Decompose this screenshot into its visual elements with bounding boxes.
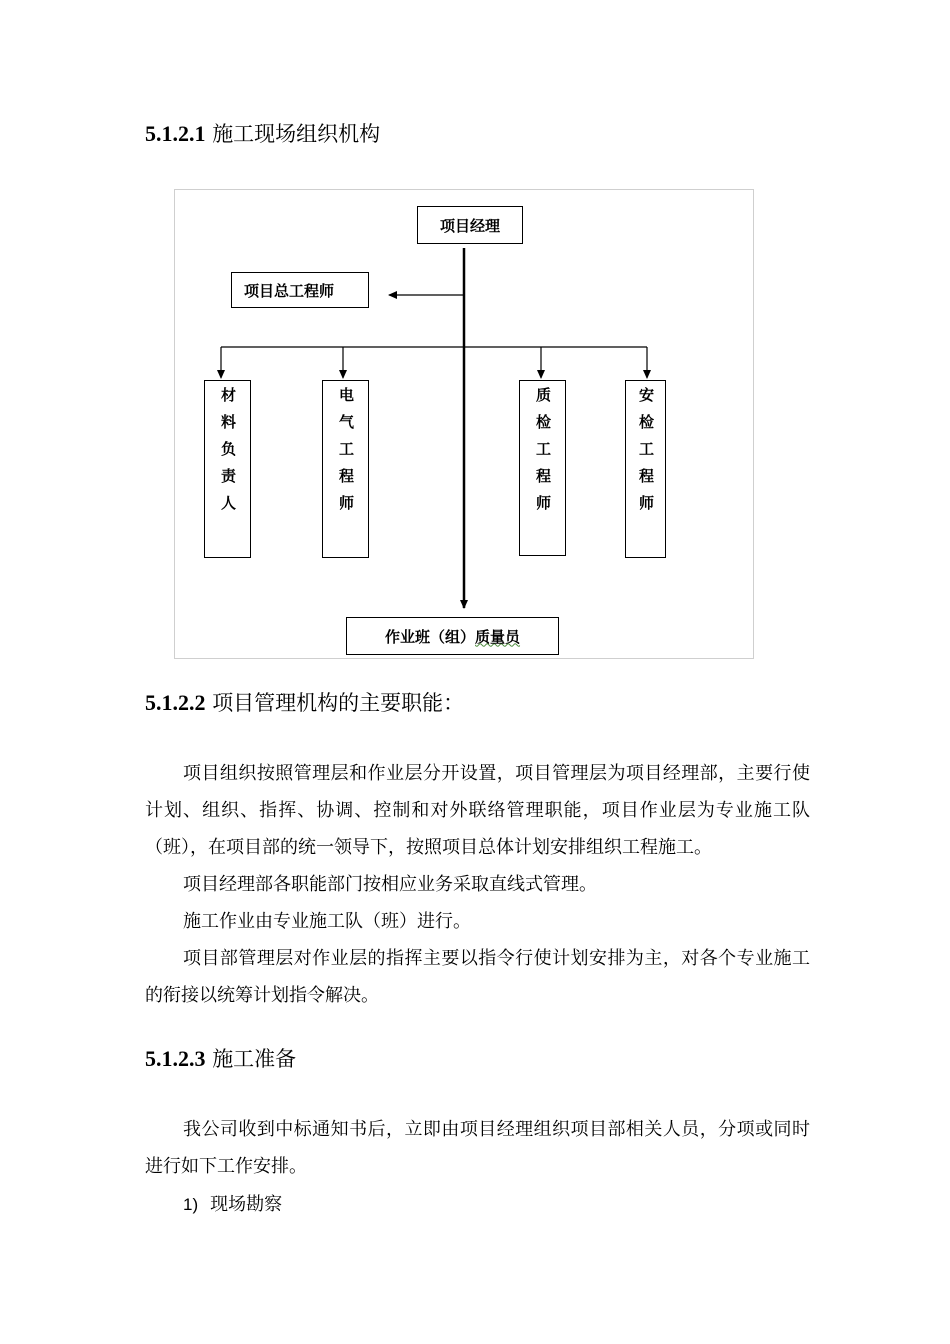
paragraph: 项目部管理层对作业层的指挥主要以指令行使计划安排为主，对各个专业施工的衔接以统筹计划指令解决。 xyxy=(145,948,810,1006)
node-work-team xyxy=(346,617,559,655)
node-quality-engineer xyxy=(519,380,566,556)
paragraph: 项目经理部各职能部门按相应业务采取直线式管理。 xyxy=(183,874,597,895)
node-quality-engineer-label: 质检工程师 xyxy=(534,387,552,522)
node-work-team-prefix: 作业班（组） xyxy=(384,627,475,646)
org-chart xyxy=(174,189,754,659)
paragraph: 施工作业由专业施工队（班）进行。 xyxy=(183,911,471,932)
node-safety-engineer-label: 安检工程师 xyxy=(637,387,655,522)
section-title: 施工准备 xyxy=(212,1047,297,1071)
list-item xyxy=(183,1191,282,1219)
node-electrical-engineer xyxy=(322,380,369,558)
org-chart-connectors xyxy=(175,190,755,660)
node-electrical-engineer-label: 电气工程师 xyxy=(337,387,355,522)
section-title: 施工现场组织机构 xyxy=(212,122,381,146)
paragraph: 我公司收到中标通知书后，立即由项目经理组织项目部相关人员，分项或同时进行如下工作安排。 xyxy=(145,1119,810,1177)
node-work-team-suffix: 质量员 xyxy=(475,627,521,646)
paragraph: 项目组织按照管理层和作业层分开设置，项目管理层为项目经理部，主要行使计划、组织、指挥、协调、控制和对外联络管理职能，项目作业层为专业施工队（班），在项目部的统一领导下，按照项目总体计划安排组织工程施工。 xyxy=(145,763,810,858)
section-heading-1 xyxy=(145,120,380,148)
section-title: 项目管理机构的主要职能： xyxy=(212,691,465,715)
list-item-text: 现场勘察 xyxy=(210,1194,283,1215)
list-marker: 1) xyxy=(183,1195,199,1214)
node-project-manager: 项目经理 xyxy=(417,206,523,244)
node-material-lead xyxy=(204,380,251,558)
node-chief-engineer: 项目总工程师 xyxy=(231,272,369,308)
section-heading-2 xyxy=(145,689,464,717)
section-heading-3 xyxy=(145,1045,296,1073)
section-number: 5.1.2.2 xyxy=(145,690,206,715)
section-number: 5.1.2.1 xyxy=(145,121,206,146)
section-number: 5.1.2.3 xyxy=(145,1046,206,1071)
node-safety-engineer xyxy=(625,380,666,558)
node-material-lead-label: 材料负责人 xyxy=(219,387,237,522)
